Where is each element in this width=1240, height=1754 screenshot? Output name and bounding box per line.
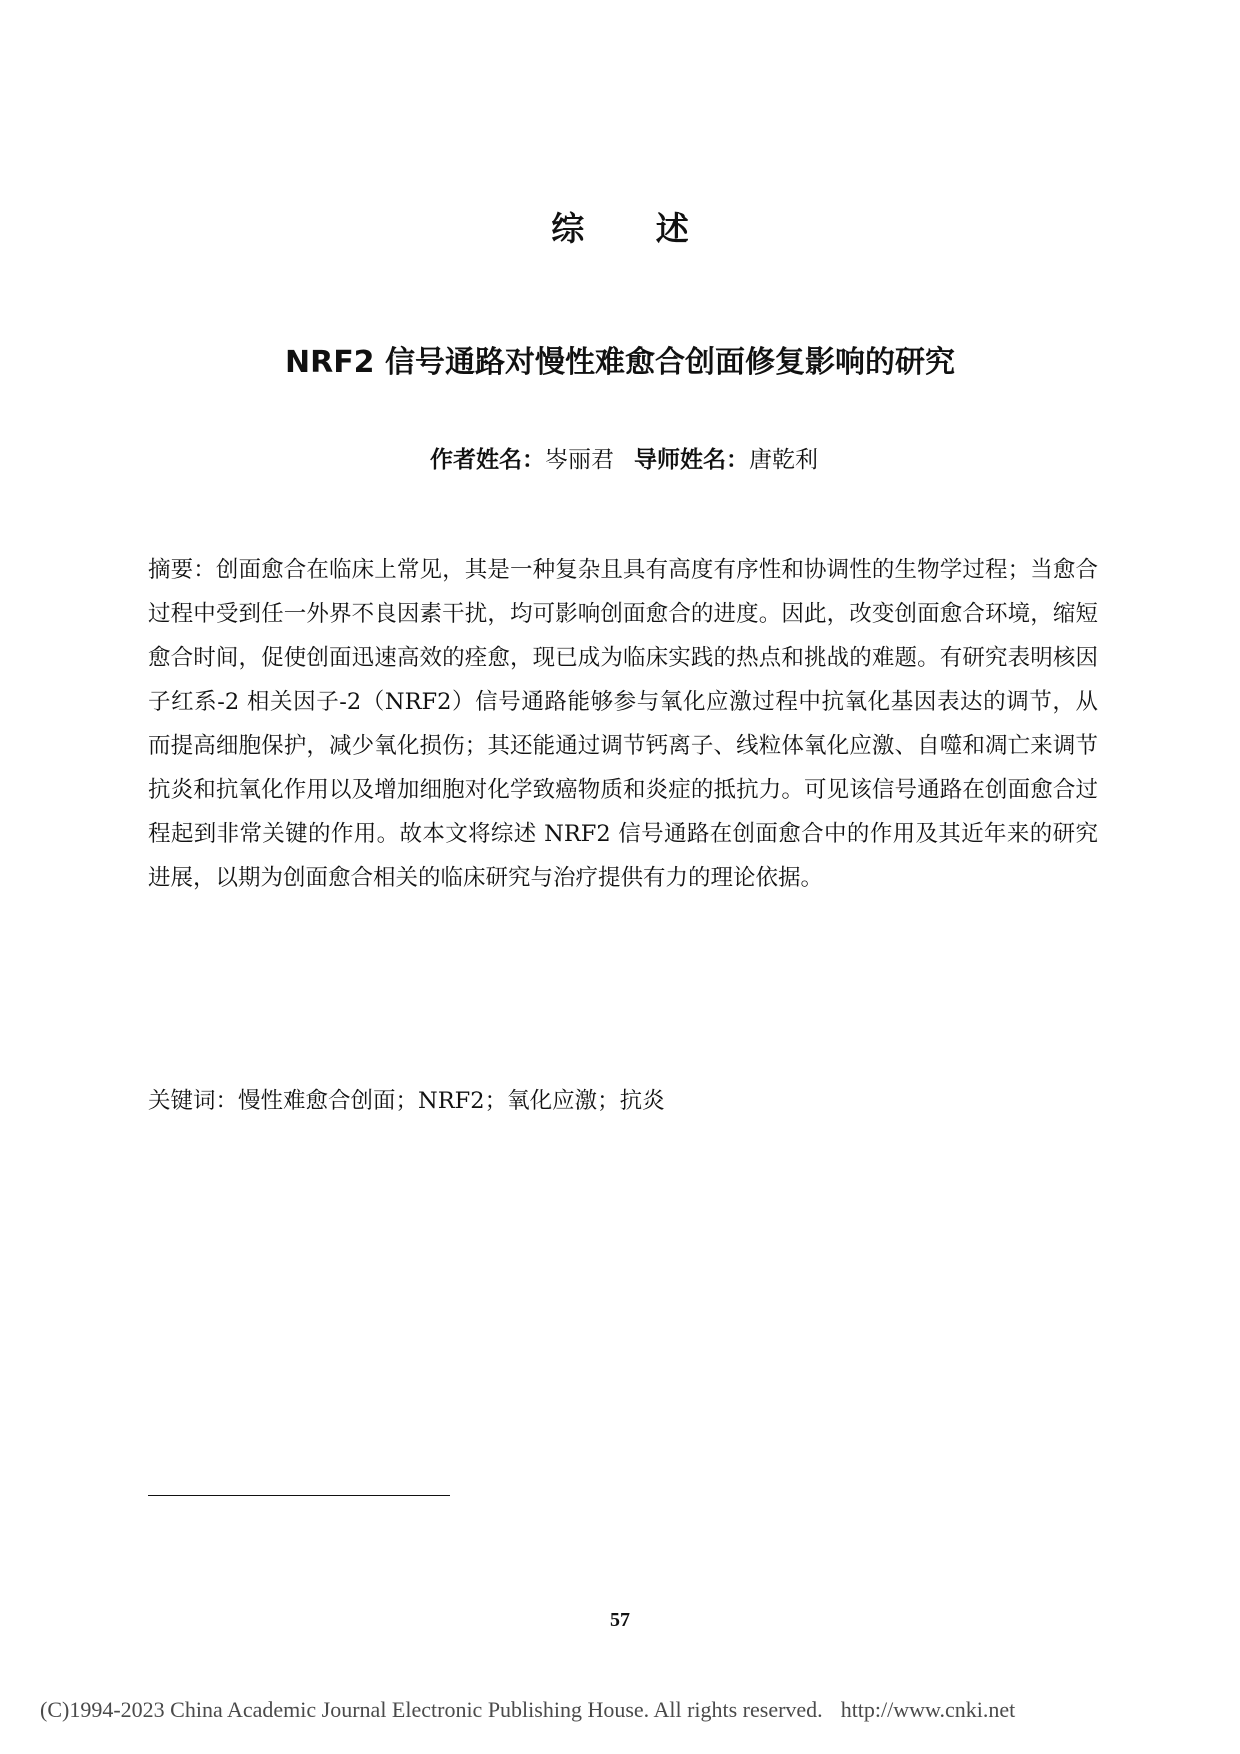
author-label: 作者姓名：	[430, 447, 545, 473]
footnote-divider	[148, 1495, 450, 1496]
keywords-label: 关键词：	[148, 1088, 239, 1114]
keywords-text: 慢性难愈合创面；NRF2；氧化应激；抗炎	[238, 1088, 665, 1114]
advisor-name: 唐乾利	[749, 447, 818, 473]
article-title: NRF2 信号通路对慢性难愈合创面修复影响的研究	[284, 345, 956, 380]
footer-url: http://www.cnki.net	[840, 1697, 1016, 1722]
abstract	[148, 548, 1098, 900]
keywords	[148, 1079, 1098, 1123]
author-name: 岑丽君	[545, 447, 614, 473]
page-number: 57	[610, 1609, 630, 1631]
abstract-label: 摘要：	[148, 557, 216, 583]
byline	[430, 443, 818, 477]
abstract-text: 创面愈合在临床上常见，其是一种复杂且具有高度有序性和协调性的生物学过程；当愈合过程中受到任一外界不良因素干扰，均可影响创面愈合的进度。因此，改变创面愈合环境，缩短愈合时间，促使创面迅速高效的痊愈，现已成为临床实践的热点和挑战的难题。有研究表明核因子红系-2 相关因子-2（NRF2）信号通路能够参与氧化应激过程中抗氧化基因表达的调节，从而提高细胞保护，减少氧化损伤；其还能通过调节钙离子、线粒体氧化应激、自噬和凋亡来调节抗炎和抗氧化作用以及增加细胞对化学致癌物质和炎症的抵抗力。可见该信号通路在创面愈合过程起到非常关键的作用。故本文将综述 NRF2 信号通路在创面愈合中的作用及其近年来的研究进展，以期为创面愈合相关的临床研究与治疗提供有力的理论依据。	[148, 557, 1098, 891]
section-heading: 综 述	[551, 209, 719, 248]
copyright-text: (C)1994-2023 China Academic Journal Electronic Publishing House. All rights reserved.	[40, 1697, 823, 1722]
advisor-label: 导师姓名：	[634, 447, 749, 473]
copyright-footer	[40, 1694, 1220, 1726]
